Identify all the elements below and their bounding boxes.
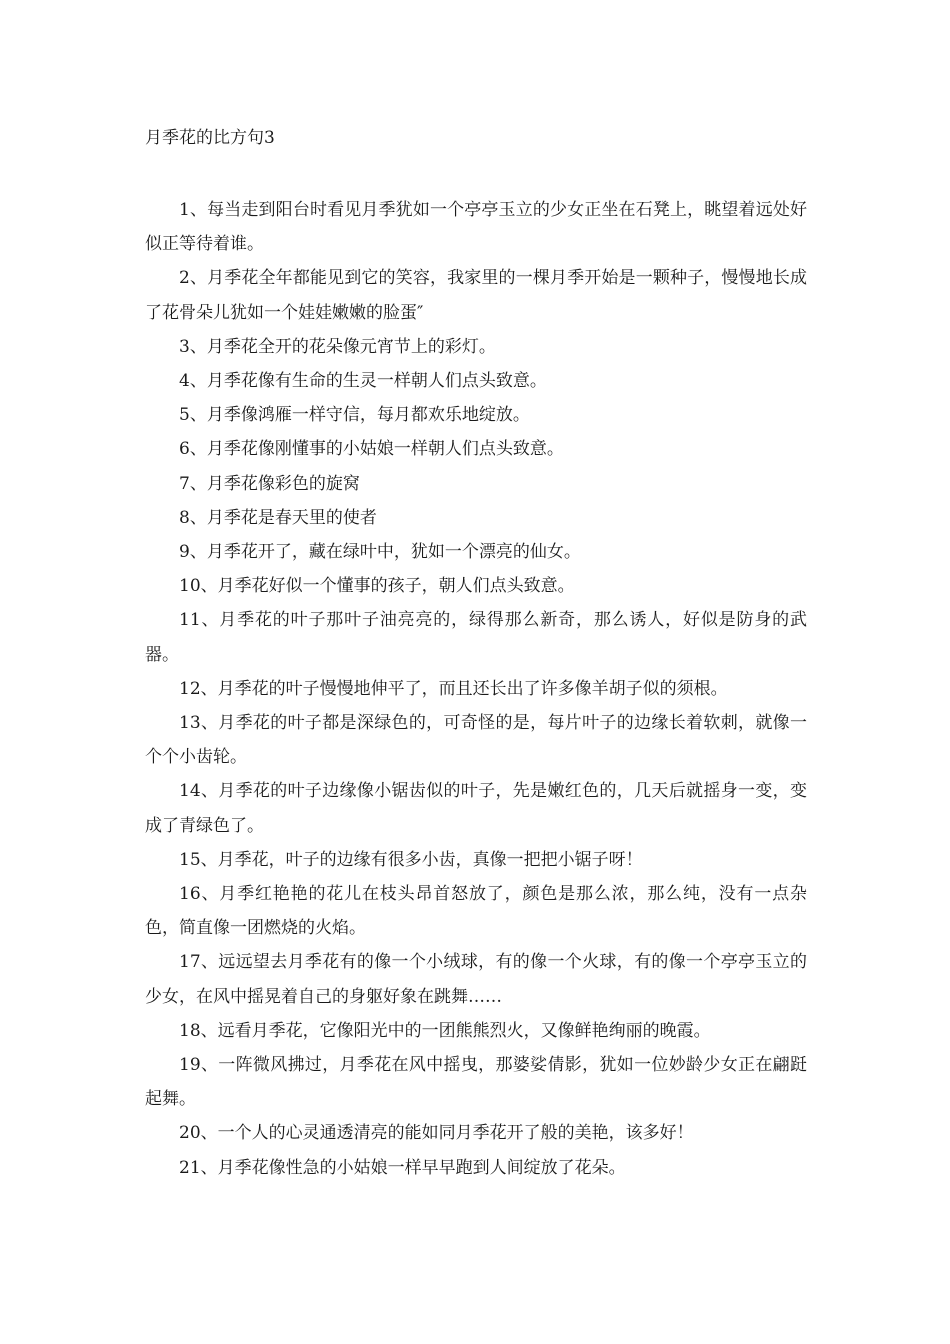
paragraph-4: 4、月季花像有生命的生灵一样朝人们点头致意。	[179, 371, 547, 392]
paragraph-21: 21、月季花像性急的小姑娘一样早早跑到人间绽放了花朵。	[179, 1157, 626, 1178]
paragraph-14: 14、月季花的叶子边缘像小锯齿似的叶子，先是嫩红色的，几天后就摇身一变，变成了青绿色了。	[145, 781, 807, 836]
paragraph-15: 15、月季花，叶子的边缘有很多小齿，真像一把把小锯子呀！	[179, 849, 643, 870]
paragraph-18: 18、远看月季花，它像阳光中的一团熊熊烈火，又像鲜艳绚丽的晚霞。	[179, 1020, 711, 1041]
paragraph-1: 1、每当走到阳台时看见月季犹如一个亭亭玉立的少女正坐在石凳上，眺望着远处好似正等待着谁。	[145, 200, 807, 255]
paragraph-17: 17、远远望去月季花有的像一个小绒球，有的像一个火球，有的像一个亭亭玉立的少女，在风中摇晃着自己的身躯好象在跳舞……	[145, 952, 807, 1007]
paragraph-5: 5、月季像鸿雁一样守信，每月都欢乐地绽放。	[179, 405, 530, 426]
paragraph-7: 7、月季花像彩色的旋窝	[179, 473, 360, 494]
document-title: 月季花的比方句3	[145, 128, 275, 148]
paragraph-16: 16、月季红艳艳的花儿在枝头昂首怒放了，颜色是那么浓，那么纯，没有一点杂色，简直像一团燃烧的火焰。	[145, 884, 807, 939]
paragraph-2: 2、月季花全年都能见到它的笑容，我家里的一棵月季开始是一颗种子，慢慢地长成了花骨朵儿犹如一个娃娃嫩嫩的脸蛋″	[145, 268, 807, 323]
paragraph-9: 9、月季花开了，藏在绿叶中，犹如一个漂亮的仙女。	[179, 542, 581, 563]
paragraph-12: 12、月季花的叶子慢慢地伸平了，而且还长出了许多像羊胡子似的须根。	[179, 678, 728, 699]
document-body	[145, 193, 807, 1185]
paragraph-10: 10、月季花好似一个懂事的孩子，朝人们点头致意。	[179, 576, 575, 597]
paragraph-3: 3、月季花全开的花朵像元宵节上的彩灯。	[179, 336, 496, 357]
paragraph-11: 11、月季花的叶子那叶子油亮亮的，绿得那么新奇，那么诱人，好似是防身的武器。	[145, 610, 807, 665]
paragraph-20: 20、一个人的心灵通透清亮的能如同月季花开了般的美艳，该多好！	[179, 1123, 694, 1144]
paragraph-6: 6、月季花像刚懂事的小姑娘一样朝人们点头致意。	[179, 439, 564, 460]
paragraph-19: 19、一阵微风拂过，月季花在风中摇曳，那婆娑倩影，犹如一位妙龄少女正在翩跹起舞。	[145, 1055, 807, 1110]
paragraph-8: 8、月季花是春天里的使者	[179, 507, 377, 528]
paragraph-13: 13、月季花的叶子都是深绿色的，可奇怪的是，每片叶子的边缘长着软刺，就像一个个小齿轮。	[145, 713, 807, 768]
